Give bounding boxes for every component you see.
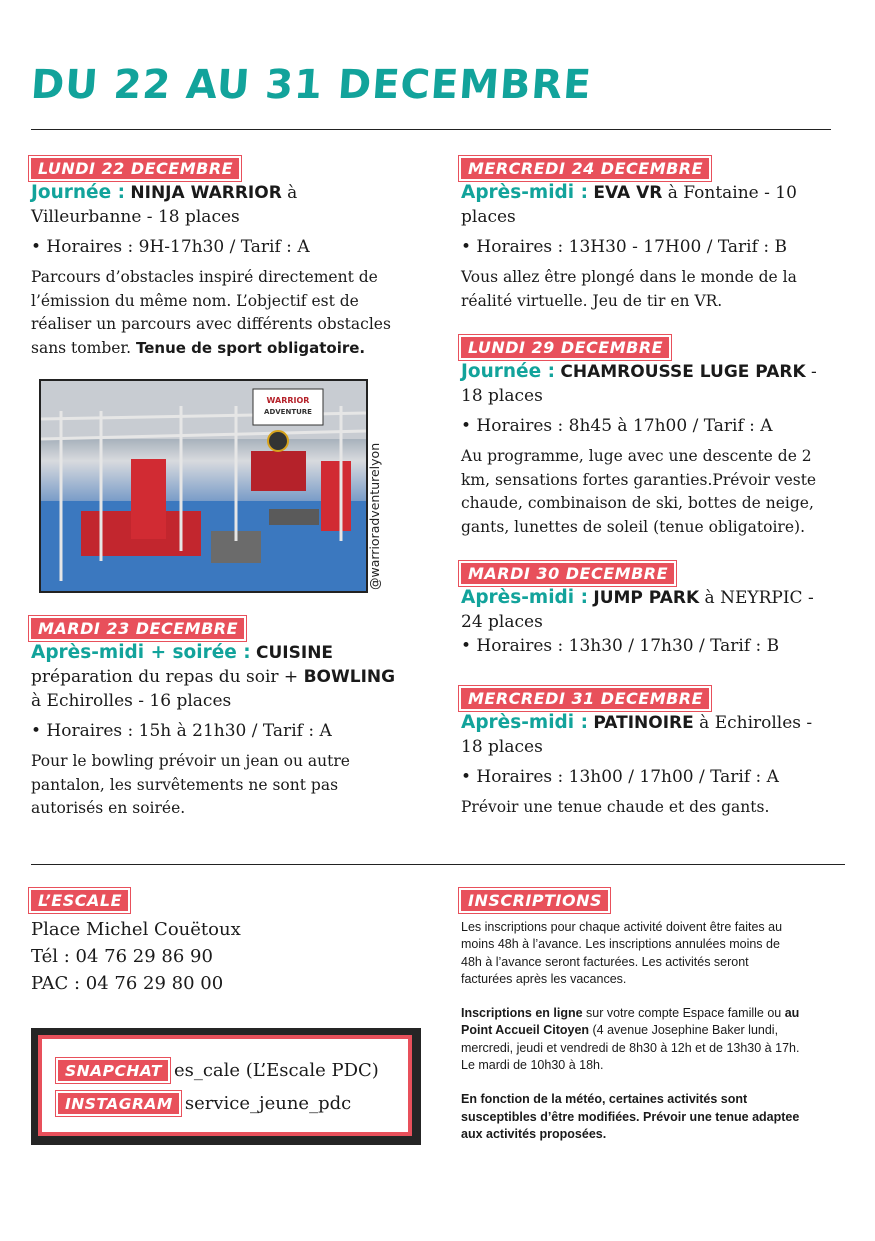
event-hours: • Horaires : 8h45 à 17h00 / Tarif : A [461,416,773,436]
event-details-2: à Echirolles - 16 places [31,691,232,711]
event-activity: PATINOIRE [593,713,694,733]
online-label: Inscriptions en ligne [461,1006,583,1021]
description-emphasis: Tenue de sport obligatoire. [135,338,366,357]
pac-text: (4 avenue Josephine Baker lundi, mercredi, jeudi et vendredi de 8h30 à 12h et de 13h30 à 17h. Le mardi de 10h30 à 18h. [461,1023,800,1073]
ninja-warrior-photo [39,379,368,593]
inscriptions-tag: INSCRIPTIONS [461,890,608,911]
inscriptions-paragraph-3 [461,1091,801,1143]
photo-illustration [41,381,366,591]
event-kind: Après-midi + soirée : [31,642,251,663]
event-kind: Après-midi : [461,712,588,733]
page-title: DU 22 AU 31 DECEMBRE [29,62,594,108]
event-kind: Journée : [31,182,125,203]
footer-divider [31,864,845,865]
instagram-tag: INSTAGRAM [58,1093,179,1114]
svg-text:ADVENTURE: ADVENTURE [264,408,312,416]
snapchat-handle[interactable]: es_cale (L’Escale PDC) [173,1060,379,1081]
event-details: à NEYRPIC - 24 places [461,588,814,632]
snapchat-row [58,1060,379,1081]
event-details: à Villeurbanne - 18 places [31,183,298,227]
escale-contact [31,890,411,997]
social-box [31,1028,421,1145]
event-heading [461,586,836,634]
event-heading [31,641,401,713]
event-hours: • Horaires : 13h00 / 17h00 / Tarif : A [461,767,779,787]
event-heading [461,360,836,408]
event-activity: CUISINE [256,643,334,663]
event-lundi-29 [461,337,836,539]
escale-pac-phone: PAC : 04 76 29 80 00 [31,973,224,994]
event-description: Prévoir une tenue chaude et des gants. [461,798,770,816]
day-tag: MERCREDI 31 DECEMBRE [461,688,709,709]
event-mercredi-24 [461,158,836,313]
snapchat-tag: SNAPCHAT [58,1060,168,1081]
escale-address: Place Michel Couëtoux [31,919,241,940]
event-lundi-22 [31,158,401,360]
day-tag: MARDI 30 DECEMBRE [461,563,674,584]
event-mercredi-31 [461,688,836,820]
pac-label: au Point Accueil Citoyen [461,1006,800,1038]
event-heading [31,181,401,229]
event-heading [461,181,836,229]
event-activity: JUMP PARK [593,588,700,608]
event-description: Vous allez être plongé dans le monde de la réalité virtuelle. Jeu de tir en VR. [461,268,797,310]
inscriptions-section [461,890,801,1143]
escale-tag: L’ESCALE [31,890,128,911]
event-details: préparation du repas du soir + [31,667,304,687]
event-kind: Journée : [461,361,555,382]
day-tag: MERCREDI 24 DECEMBRE [461,158,709,179]
event-heading [461,711,836,759]
day-tag: LUNDI 22 DECEMBRE [31,158,239,179]
event-hours: • Horaires : 15h à 21h30 / Tarif : A [31,721,332,741]
event-mardi-30 [461,563,836,658]
weather-notice: En fonction de la météo, certaines activités sont susceptibles d’être modifiées. Prévoir une tenue adaptee aux activités proposées. [461,1092,800,1141]
description-text: Parcours d’obstacles inspiré directement de l’émission du même nom. L’objectif est de réaliser un parcours avec différents obstacles sans tomber. [31,268,391,357]
online-text: sur votre compte Espace famille ou [582,1006,785,1021]
event-details: à Echirolles - 18 places [461,713,813,757]
inscriptions-paragraph-1: Les inscriptions pour chaque activité doivent être faites au moins 48h à l’avance. Les inscriptions annulées moins de 48h à l’avance seront facturées. Les activités seront facturées après les vacances. [461,920,783,986]
photo-credit: @warrioradventurelyon [367,442,382,590]
event-activity: NINJA WARRIOR [130,183,282,203]
event-details: à Fontaine - 10 places [461,183,797,227]
event-details: - 18 places [461,362,817,406]
event-mardi-23 [31,618,401,821]
event-kind: Après-midi : [461,587,588,608]
title-divider [31,129,831,130]
event-activity: EVA VR [593,183,663,203]
event-description: Au programme, luge avec une descente de 2 km, sensations fortes garanties.Prévoir veste chaude, combinaison de ski, bottes de neige, gants, lunettes de soleil (tenue obligatoire). [461,447,817,536]
event-description: Pour le bowling prévoir un jean ou autre pantalon, les survêtements ne sont pas autorisés en soirée. [31,752,350,817]
event-hours: • Horaires : 13h30 / 17h30 / Tarif : B [461,636,780,656]
event-hours: • Horaires : 13H30 - 17H00 / Tarif : B [461,237,787,257]
event-description [31,266,401,360]
event-kind: Après-midi : [461,182,588,203]
event-activity-2: BOWLING [303,667,396,687]
event-activity: CHAMROUSSE LUGE PARK [560,362,806,382]
day-tag: MARDI 23 DECEMBRE [31,618,244,639]
inscriptions-paragraph-2 [461,1005,801,1074]
instagram-row [58,1093,351,1114]
social-inner [38,1035,412,1136]
day-tag: LUNDI 29 DECEMBRE [461,337,669,358]
escale-phone: Tél : 04 76 29 86 90 [31,946,213,967]
svg-text:WARRIOR: WARRIOR [266,396,310,405]
instagram-handle[interactable]: service_jeune_pdc [184,1093,352,1114]
event-hours: • Horaires : 9H-17h30 / Tarif : A [31,237,310,257]
